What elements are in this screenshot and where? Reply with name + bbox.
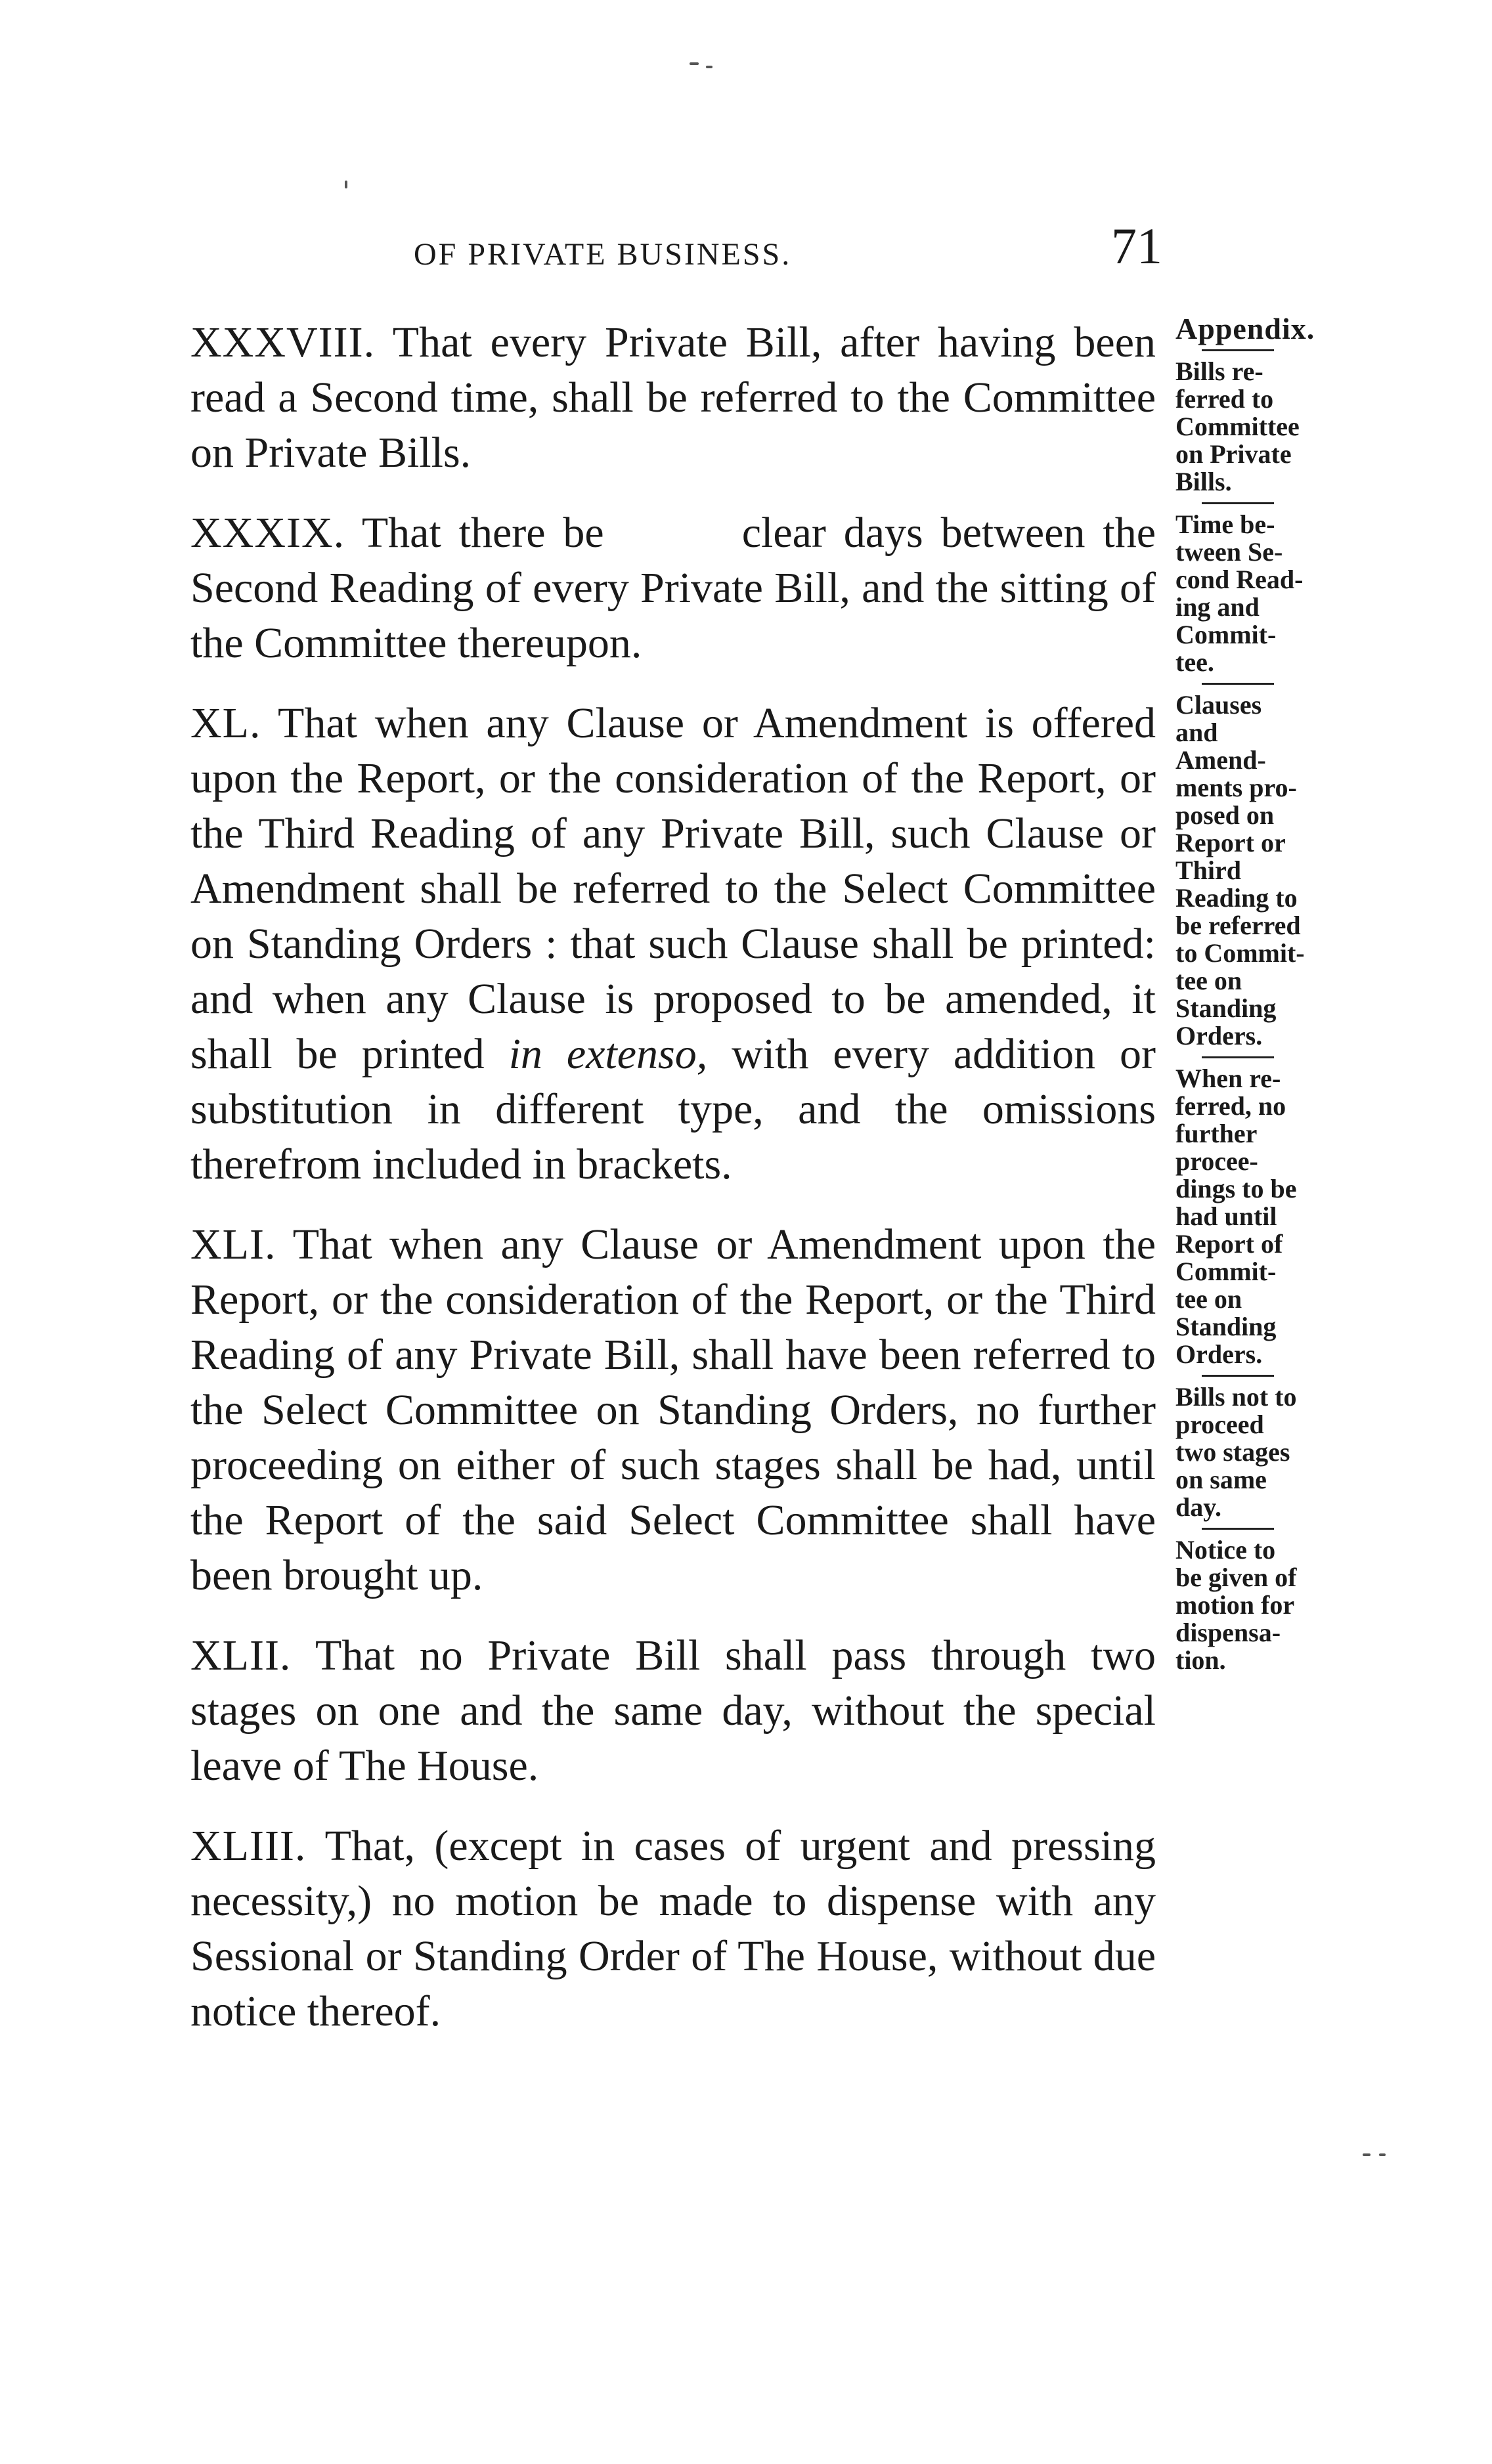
margin-appendix: Appendix. — [1175, 312, 1315, 345]
scan-speck — [345, 181, 347, 188]
paragraph-text: That every Private Bill, after having been read a Second time, shall be referred to the Committee on Private Bills. — [190, 318, 1156, 477]
margin-note-line: Bills not to — [1175, 1382, 1297, 1412]
margin-note-line: further — [1175, 1119, 1258, 1148]
margin-note-line: ferred to — [1175, 384, 1274, 414]
margin-note-line: dings to be — [1175, 1174, 1297, 1203]
margin-note-line: tee on — [1175, 1284, 1242, 1314]
paragraph-number: XL. — [190, 699, 261, 747]
margin-rule — [1202, 1528, 1274, 1530]
margin-note-line: had until — [1175, 1201, 1277, 1231]
paragraph-text: clear days between the Second Reading of every Private Bill, and the sitting of the Committee thereupon. — [190, 509, 1156, 667]
scan-speck — [1363, 2153, 1371, 2156]
paragraph-number: XLI. — [190, 1221, 276, 1268]
paragraph-xxxix — [190, 506, 1156, 671]
margin-note-line: day. — [1175, 1492, 1222, 1522]
margin-note-line: Commit- — [1175, 1257, 1277, 1286]
paragraph-xxxviii — [190, 315, 1156, 481]
margin-note-line: Report or — [1175, 828, 1286, 857]
paragraph-text: That, (except in cases of urgent and pressing necessity,) no motion be made to dispense with any Sessional or Standing Order of The House, without due notice thereof. — [190, 1822, 1156, 2035]
margin-note-line: Clauses — [1175, 690, 1262, 720]
margin-notes — [1175, 312, 1372, 1675]
margin-note-line: Report of — [1175, 1229, 1283, 1259]
margin-note-line: on Private — [1175, 439, 1292, 469]
margin-note-line: Time be- — [1175, 509, 1275, 539]
paragraph-text: with every addition or substitution in different type, and the omissions therefrom included in brackets. — [190, 1030, 1156, 1188]
margin-note-clauses — [1175, 691, 1372, 1050]
paragraph-number: XLIII. — [190, 1822, 307, 1870]
margin-note-line: two stages — [1175, 1437, 1290, 1467]
margin-note-line: Amend- — [1175, 745, 1266, 775]
margin-note-line: When re- — [1175, 1064, 1281, 1093]
margin-rule — [1202, 1056, 1274, 1058]
paragraph-number: XXXVIII. — [190, 318, 376, 366]
scan-speck — [1379, 2153, 1386, 2156]
margin-note-line: tween Se- — [1175, 537, 1283, 567]
scan-speck — [690, 62, 699, 65]
margin-note-line: be referred — [1175, 911, 1301, 940]
margin-note-line: Orders. — [1175, 1021, 1263, 1050]
margin-note-line: Standing — [1175, 993, 1277, 1023]
margin-note-line: dispensa- — [1175, 1618, 1281, 1647]
italic-phrase: in extenso, — [508, 1030, 708, 1078]
paragraph-xlii — [190, 1628, 1156, 1794]
margin-note-line: Bills. — [1175, 467, 1232, 496]
paragraph-xl — [190, 696, 1156, 1192]
margin-note-line: Third — [1175, 855, 1242, 885]
margin-note-line: ferred, no — [1175, 1091, 1286, 1121]
margin-note-line: Notice to — [1175, 1535, 1276, 1565]
margin-note-line: tee on — [1175, 966, 1242, 995]
margin-note-line: Reading to — [1175, 883, 1298, 913]
margin-note-line: motion for — [1175, 1590, 1295, 1620]
margin-note-line: proceed — [1175, 1410, 1264, 1439]
margin-rule — [1202, 502, 1274, 504]
paragraph-text: That when any Clause or Amendment is offered upon the Report, or the consideration of the Report, or the Third Reading of any Private Bill, such Clause or Amendment shall be referred to the Select Committee on Standing Orders : that such Clause shall be printed: and when any Clause is proposed to be amended, it shall be printed — [190, 699, 1156, 1078]
margin-note-line: on same — [1175, 1465, 1267, 1494]
paragraph-text: That when any Clause or Amendment upon the Report, or the consideration of the Report, or the Third Reading of any Private Bill, shall have been referred to the Select Committee on Standing Orders, no further proceeding on either of such stages shall be had, until the Report of the said Select Committee shall have been brought up. — [190, 1221, 1156, 1599]
page-header — [190, 217, 1169, 289]
paragraph-text: That there be — [361, 509, 604, 557]
paragraph-xliii — [190, 1819, 1156, 2039]
margin-note-time-between — [1175, 511, 1372, 676]
margin-note-when-referred — [1175, 1065, 1372, 1368]
margin-note-line: ments pro- — [1175, 773, 1297, 802]
margin-note-line: and — [1175, 718, 1218, 747]
paragraph-number: XLII. — [190, 1632, 292, 1679]
margin-note-line: Bills re- — [1175, 357, 1263, 386]
margin-note-line: procee- — [1175, 1146, 1258, 1176]
margin-note-line: tee. — [1175, 647, 1214, 677]
margin-note-line: ing and — [1175, 592, 1260, 622]
paragraph-number: XXXIX. — [190, 509, 345, 557]
margin-note-bills-referred — [1175, 358, 1372, 496]
margin-note-line: be given of — [1175, 1563, 1297, 1592]
margin-note-line: tion. — [1175, 1645, 1226, 1675]
page-number: 71 — [1111, 217, 1162, 274]
main-text-column — [190, 315, 1156, 2039]
margin-note-line: Commit- — [1175, 620, 1277, 649]
margin-note-bills-not-proceed — [1175, 1383, 1372, 1521]
margin-rule — [1202, 683, 1274, 685]
margin-note-line: Committee — [1175, 412, 1300, 441]
margin-rule — [1202, 1375, 1274, 1377]
margin-note-notice — [1175, 1536, 1372, 1674]
margin-note-line: posed on — [1175, 800, 1275, 830]
margin-note-line: cond Read- — [1175, 565, 1304, 594]
scan-speck — [706, 66, 713, 68]
margin-note-line: Standing — [1175, 1312, 1277, 1341]
paragraph-xli — [190, 1217, 1156, 1603]
margin-note-line: Orders. — [1175, 1339, 1263, 1369]
running-head: OF PRIVATE BUSINESS. — [414, 237, 792, 272]
margin-note-line: to Commit- — [1175, 938, 1305, 968]
margin-rule — [1202, 349, 1274, 351]
paragraph-text: That no Private Bill shall pass through two stages on one and the same day, without the special leave of The House. — [190, 1632, 1156, 1790]
